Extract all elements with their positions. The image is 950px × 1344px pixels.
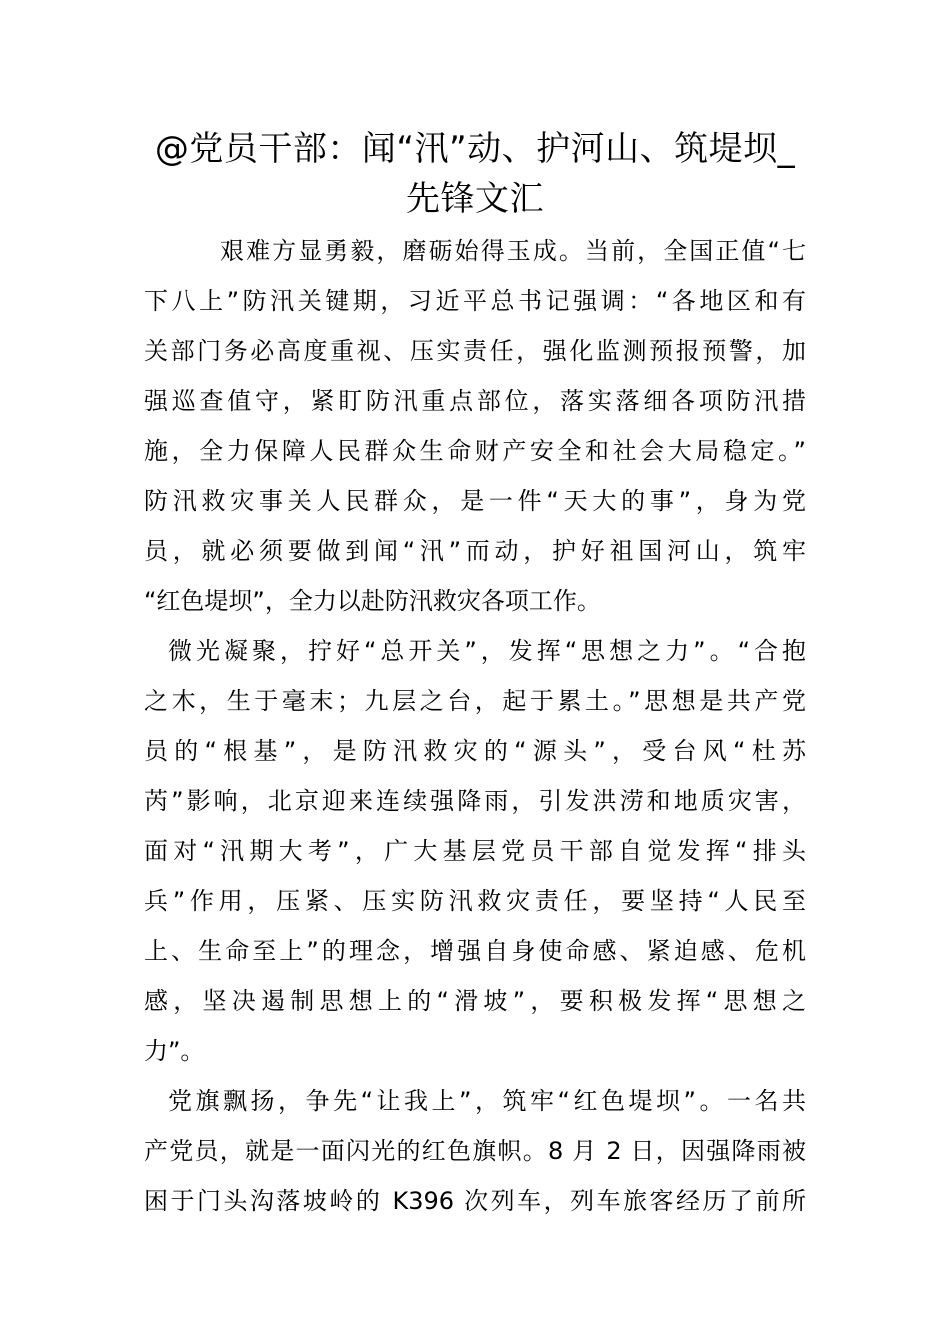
- text-line: 防汛救灾事关人民群众，是一件“天大的事”，身为党: [144, 487, 806, 515]
- text-line: 关部门务必高度重视、压实责任，强化监测预报预警，加: [144, 337, 806, 365]
- text-line: “红色堤坝”，全力以赴防汛救灾各项工作。: [144, 587, 601, 615]
- text-line: 上、生命至上”的理念，增强自身使命感、紧迫感、危机: [144, 937, 806, 965]
- text-line: 微光凝聚，拧好“总开关”，发挥“思想之力”。“合抱: [168, 637, 806, 665]
- text-line: 面对“汛期大考”，广大基层党员干部自觉发挥“排头: [144, 837, 806, 865]
- text-line: 力”。: [144, 1037, 205, 1065]
- text-line: 感，坚决遏制思想上的“滑坡”，要积极发挥“思想之: [144, 987, 806, 1015]
- text-line: 产党员，就是一面闪光的红色旗帜。8 月 2 日，因强降雨被: [144, 1137, 806, 1165]
- text-line: 兵”作用，压紧、压实防汛救灾责任，要坚持“人民至: [144, 887, 806, 915]
- text-line: 施，全力保障人民群众生命财产安全和社会大局稳定。”: [144, 437, 806, 465]
- text-line: 芮”影响，北京迎来连续强降雨，引发洪涝和地质灾害，: [144, 787, 806, 815]
- text-line: 员，就必须要做到闻“汛”而动，护好祖国河山，筑牢: [144, 537, 806, 565]
- text-line: 艰难方显勇毅，磨砺始得玉成。当前，全国正值“七: [220, 237, 806, 265]
- text-line: 之木，生于毫末；九层之台，起于累土。”思想是共产党: [144, 687, 806, 715]
- text-line: 党旗飘扬，争先“让我上”，筑牢“红色堤坝”。一名共: [168, 1087, 806, 1115]
- text-line: 强巡查值守，紧盯防汛重点部位，落实落细各项防汛措: [144, 387, 806, 415]
- text-line: 下八上”防汛关键期，习近平总书记强调：“各地区和有: [144, 287, 806, 315]
- text-line: 困于门头沟落坡岭的 K396 次列车，列车旅客经历了前所: [144, 1187, 806, 1215]
- document-title: @党员干部：闻“汛”动、护河山、筑堤坝_先锋文汇: [154, 129, 796, 219]
- text-line: 员的“根基”，是防汛救灾的“源头”，受台风“杜苏: [144, 737, 806, 765]
